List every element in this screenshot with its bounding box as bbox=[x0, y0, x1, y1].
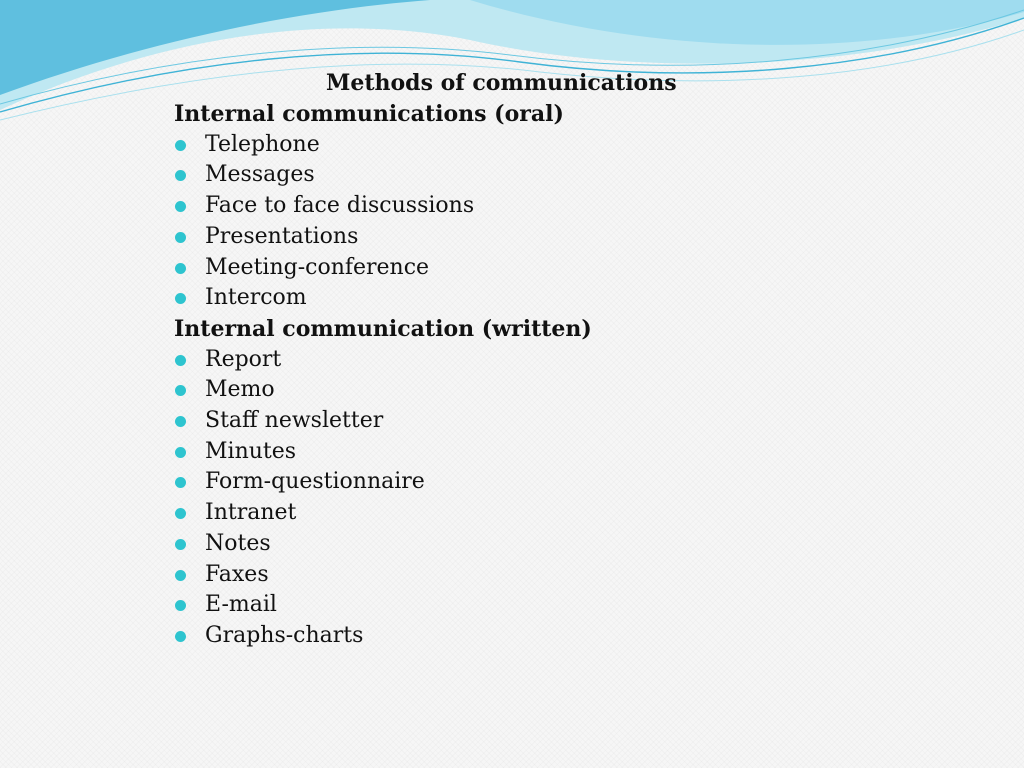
bullet-dot-icon bbox=[175, 140, 186, 151]
list-item-label: Form-questionnaire bbox=[205, 469, 425, 495]
list-item-label: Notes bbox=[205, 530, 271, 556]
list-item-label: Faxes bbox=[205, 561, 269, 587]
list-item-label: Intranet bbox=[205, 500, 297, 526]
bullet-dot-icon bbox=[175, 293, 186, 304]
list-item bbox=[174, 375, 974, 406]
list-item bbox=[174, 467, 974, 498]
section-heading-oral: Internal communications (oral) bbox=[174, 101, 564, 127]
list-item bbox=[174, 498, 974, 529]
list-item-label: Messages bbox=[205, 162, 315, 188]
list-item bbox=[174, 222, 974, 253]
list-item bbox=[174, 130, 974, 161]
list-item-label: Graphs-charts bbox=[205, 622, 364, 648]
bullet-dot-icon bbox=[175, 416, 186, 427]
list-item-label: Face to face discussions bbox=[205, 193, 475, 219]
list-item-label: Presentations bbox=[205, 223, 359, 249]
list-item-label: Staff newsletter bbox=[205, 408, 384, 434]
list-item-label: Report bbox=[205, 346, 282, 372]
section-oral bbox=[174, 99, 974, 314]
bullet-dot-icon bbox=[175, 355, 186, 366]
list-oral bbox=[174, 130, 974, 314]
slide-content bbox=[174, 68, 974, 652]
bullet-dot-icon bbox=[175, 201, 186, 212]
list-item-label: Telephone bbox=[205, 131, 320, 157]
bullet-dot-icon bbox=[175, 539, 186, 550]
bullet-dot-icon bbox=[175, 232, 186, 243]
list-item-label: E-mail bbox=[205, 592, 277, 618]
bullet-dot-icon bbox=[175, 385, 186, 396]
list-item bbox=[174, 283, 974, 314]
list-item bbox=[174, 529, 974, 560]
list-item bbox=[174, 437, 974, 468]
list-item-label: Memo bbox=[205, 377, 275, 403]
list-item bbox=[174, 345, 974, 376]
bullet-dot-icon bbox=[175, 447, 186, 458]
section-heading-written: Internal communication (written) bbox=[174, 315, 592, 342]
list-written bbox=[174, 345, 974, 652]
bullet-dot-icon bbox=[175, 263, 186, 274]
list-item bbox=[174, 191, 974, 222]
bullet-dot-icon bbox=[175, 170, 186, 181]
list-item bbox=[174, 253, 974, 284]
slide-title: Methods of communications bbox=[326, 70, 677, 96]
bullet-dot-icon bbox=[175, 570, 186, 581]
list-item bbox=[174, 621, 974, 652]
section-written bbox=[174, 314, 974, 652]
list-item bbox=[174, 406, 974, 437]
list-item-label: Meeting-conference bbox=[205, 254, 430, 280]
list-item bbox=[174, 590, 974, 621]
bullet-dot-icon bbox=[175, 477, 186, 488]
list-item-label: Minutes bbox=[205, 438, 297, 464]
list-item bbox=[174, 160, 974, 191]
list-item bbox=[174, 560, 974, 591]
list-item-label: Intercom bbox=[205, 285, 307, 311]
bullet-dot-icon bbox=[175, 508, 186, 519]
bullet-dot-icon bbox=[175, 600, 186, 611]
bullet-dot-icon bbox=[175, 631, 186, 642]
